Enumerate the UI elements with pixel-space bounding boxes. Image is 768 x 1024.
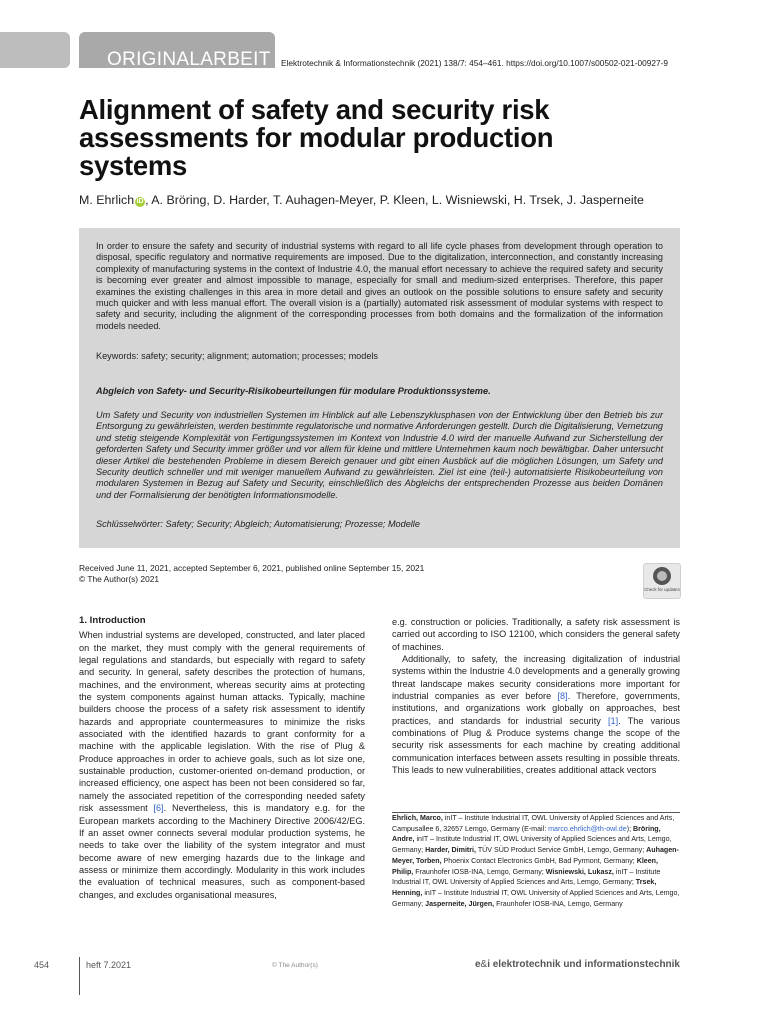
author-list [79,193,644,207]
other-authors: , A. Bröring, D. Harder, T. Auhagen-Meyer, P. Kleen, L. Wisniewski, H. Trsek, J. Jasperneite [145,193,644,207]
section-label: ORIGINALARBEIT [79,32,275,68]
received-line: Received June 11, 2021, accepted September 6, 2021, published online September 15, 2021 [79,563,425,573]
body-left-column [79,615,365,901]
citation-link[interactable]: [1] [607,715,619,726]
abstract-de-title: Abgleich von Safety- und Security-Risikobeurteilungen für modulare Produktionssysteme. [96,386,491,396]
body-right-column [392,616,680,776]
citation-link[interactable]: [8] [557,691,568,702]
email-link[interactable]: marco.ehrlich@th-owl.de [548,824,627,833]
check-for-updates-badge[interactable] [643,563,681,599]
check-updates-icon [653,567,671,585]
footer-copyright: © The Author(s) [272,962,318,969]
footer-divider [79,957,80,995]
issue-label: heft 7.2021 [86,960,132,970]
check-updates-label: Check for updates [644,587,680,592]
section-heading: 1. Introduction [79,615,146,626]
header-tab-decor [0,32,70,68]
paragraph: When industrial systems are developed, constructed, and later placed on the market, they must comply with the general requirements of legal regulations and standards, but especially with regard to safety and security. In general, safety describes the protection of humans, machines, and the environment, whereas security aims at protecting the system components against human attacks. Typically, machine builders choose the process of a safety risk assessment to identify hazards and appropriate countermeasures to minimize the risks associated with the identified hazards to grant conformity for a machine with the applicable legislation. With the rise of Plug & Produce approaches in order to achieve goals, such as lot size one, sustainable production, customer-oriented on-demand production, or increased efficiency, one aspect has been not been considered so far, namely the associated repetition of the corresponding needed safety risk assessment [6]. Nevertheless, this is mandatory e.g. for the European markets according to the Machinery Directive 2006/42/EG. If an asset owner connects several modular production systems, he needs to take over the liability of the system integrator and must become aware of new emerging hazards due to the linkage and assess or minimize them accordingly. Modularity in this work includes the evaluation of technical measures, such as component-based changes, and excludes organisational measures, [79,630,366,900]
article-title: Alignment of safety and security risk assessments for modular production systems [79,94,554,181]
paragraph: e.g. construction or policies. Traditionally, a safety risk assessment is carried out according to ISO 12100, which considers the general safety of machines. [392,617,680,652]
paragraph: Additionally, to safety, the increasing digitalization of industrial systems within the Industrie 4.0 developments and a generally growing threat landscape makes security considerations more important for industrial companies as ever before [8]. Therefore, governments, institutions, and organizations work globally on approaches, best practices, and standards for industrial security [1]. The various combinations of Plug & Produce systems change the scope of the security risk assessments for each machine by creating additional communication interfaces between assets resulting in possible threats. This leads to new vulnerabilities, creates additional attack vectors [392,654,680,776]
journal-name: e&i elektrotechnik und informationstechnik [474,959,680,970]
keywords-de: Schlüsselwörter: Safety; Security; Abgleich; Automatisierung; Prozesse; Modelle [96,519,420,529]
citation-link[interactable]: [6] [153,803,164,814]
abstract-de: Um Safety und Security von industriellen Systemen im Hinblick auf alle Lebenszyklusphasen von der Entwicklung über den Betrieb bis zur Entsorgung zu gewährleisten, werden bestimmte regulatorische und normative Anforderungen gestellt. Durch die Digitalisierung, Vernetzung und stetig steigende Komplexität von Fertigungssystemen im Kontext von Industrie 4.0 wird der manuelle Aufwand zur Sicherstellung der geforderten Safety und Security immer größer und vor allem für kleine und mittlere Unternehmen kaum noch bewältigbar. Daher untersucht dieser Artikel die bestehenden Probleme in diesem Bereich genauer und gibt einen Ausblick auf die möglichen Lösungen, um Safety und Security deutlich schneller und mit weniger manuellem Aufwand zu gewährleisten. Ziel ist eine (teil-) automatisierte Risikobeurteilung von modularen Systemen in Bezug auf Safety und Security, einschließlich des Abgleichs der entsprechenden Prozesse aus beiden Domänen und der Formalisierung der benötigten Informationsmodelle. [96,410,663,500]
abstract-box [79,228,680,548]
keywords-en: Keywords: safety; security; alignment; automation; processes; models [96,351,378,361]
first-author: M. Ehrlich [79,193,135,207]
orcid-icon[interactable]: iD [136,198,144,205]
publication-dates [79,563,424,585]
journal-reference[interactable]: Elektrotechnik & Informationstechnik (2021) 138/7: 454–461. https://doi.org/10.1007/s00502-021-00927-9 [281,58,668,68]
page-number: 454 [34,960,50,970]
copyright-line: © The Author(s) 2021 [79,574,160,584]
author-affiliations: Ehrlich, Marco, inIT – Institute Industrial IT, OWL University of Applied Sciences and Arts, Campusallee 6, 32657 Lemgo, Germany (E-mail: marco.ehrlich@th-owl.de); Bröring, Andre, inIT – Institute Industrial IT, OWL University of Applied Sciences and Arts, Lemgo, Germany; Harder, Dimitri, TÜV SÜD Product Service GmbH, Lemgo, Germany; Auhagen-Meyer, Torben, Phoenix Contact Electronics GmbH, Bad Pyrmont, Germany; Kleen, Philip, Fraunhofer IOSB-INA, Lemgo, Germany; Wisniewski, Lukasz, inIT – Institute Industrial IT, OWL University of Applied Sciences and Arts, Lemgo, Germany; Trsek, Henning, inIT – Institute Industrial IT, OWL University of Applied Sciences and Arts, Lemgo, Germany; Jasperneite, Jürgen, Fraunhofer IOSB-INA, Lemgo, Germany [392,814,680,908]
abstract-en: In order to ensure the safety and security of industrial systems with regard to all life cycle phases from development through operation to disposal, specific regulatory and normative requirements are imposed. Due to the digitalization, interconnection, and constantly increasing complexity of manufacturing systems in the context of Industrie 4.0, the manual effort necessary to achieve the required safety and security is becoming ever greater and almost impossible to manage, especially for small and medium-sized enterprises. Therefore, this paper examines the existing challenges in this area in more detail and gives an outlook on the possible solutions to ensure safety and security much quicker and with less manual effort. The overall vision is a (partially) automated risk assessment of modular systems with respect to safety and security, including the alignment of the corresponding processes from both domains and the formalization of the information models needed. [96,241,663,331]
